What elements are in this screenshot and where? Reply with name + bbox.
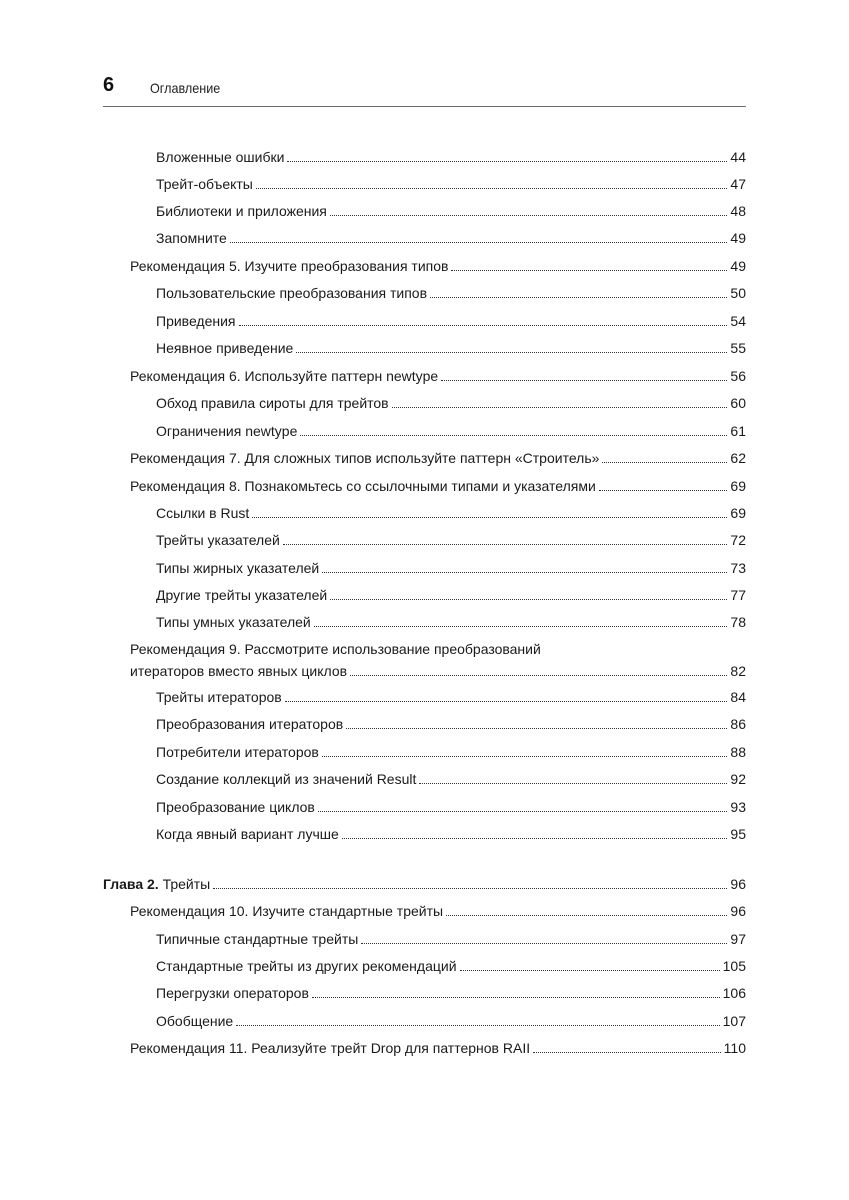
dot-leader (239, 325, 728, 326)
toc-entry-title: Создание коллекций из значений Result (156, 771, 417, 787)
toc-entry-page: 56 (730, 368, 746, 384)
dot-leader (283, 544, 728, 545)
toc-entry-page: 92 (730, 771, 746, 787)
toc-entry-page: 105 (722, 958, 746, 974)
toc-entry[interactable] (156, 614, 746, 631)
toc-entry-title: Вложенные ошибки (156, 149, 285, 165)
dot-leader (350, 675, 727, 676)
toc-entry[interactable] (156, 826, 746, 843)
dot-leader (322, 572, 727, 573)
dot-leader (330, 215, 728, 216)
dot-leader (318, 811, 728, 812)
dot-leader (446, 915, 727, 916)
toc-entry-page: 95 (730, 826, 746, 842)
toc-entry[interactable] (130, 903, 746, 920)
toc-entry-title: Типы жирных указателей (156, 560, 320, 576)
toc-entry-title: Трейты итераторов (156, 689, 282, 705)
toc-entry-page: 61 (730, 423, 746, 439)
toc-entry[interactable] (156, 505, 746, 522)
toc-entry-page: 60 (730, 395, 746, 411)
toc-entry[interactable] (156, 176, 746, 193)
toc-entry-page: 82 (730, 663, 746, 679)
dot-leader (430, 297, 727, 298)
dot-leader (342, 838, 728, 839)
toc-entry-title: Рекомендация 6. Используйте паттерн newtype (130, 368, 439, 384)
toc-entry-title: Рекомендация 9. Рассмотрите использование преобразований (130, 641, 541, 657)
toc-entry-title: Ссылки в Rust (156, 505, 250, 521)
toc-entry[interactable] (156, 203, 746, 220)
dot-leader (419, 783, 727, 784)
dot-leader (300, 435, 727, 436)
toc-entry[interactable] (156, 958, 746, 975)
chapter-number: Глава 2. (103, 876, 159, 892)
dot-leader (256, 188, 728, 189)
toc-entry-title-continued: итераторов вместо явных циклов (130, 663, 348, 679)
dot-leader (285, 701, 728, 702)
toc-entry-title: Типы умных указателей (156, 614, 311, 630)
dot-leader (361, 943, 727, 944)
toc-entry-page: 77 (730, 587, 746, 603)
toc-chapter-entry[interactable] (103, 876, 746, 893)
toc-entry[interactable] (156, 799, 746, 816)
dot-leader (441, 380, 727, 381)
toc-entry-title: Рекомендация 8. Познакомьтесь со ссылочными типами и указателями (130, 478, 596, 494)
toc-entry[interactable] (156, 149, 746, 166)
toc-entry-page: 73 (730, 560, 746, 576)
toc-entry-title: Рекомендация 5. Изучите преобразования типов (130, 258, 449, 274)
page-header (103, 74, 746, 107)
toc-entry[interactable] (156, 313, 746, 330)
toc-entry[interactable] (156, 931, 746, 948)
dot-leader (213, 888, 727, 889)
dot-leader (533, 1052, 721, 1053)
dot-leader (312, 997, 720, 998)
toc-entry[interactable] (156, 395, 746, 412)
toc-entry-title: Трейт-объекты (156, 176, 253, 192)
dot-leader (451, 270, 727, 271)
toc-entry[interactable] (156, 340, 746, 357)
toc-entry-page: 47 (730, 176, 746, 192)
toc-entry-page: 50 (730, 285, 746, 301)
toc-entry-page: 44 (730, 149, 746, 165)
toc-entry[interactable] (156, 744, 746, 761)
toc-entry[interactable] (156, 560, 746, 577)
toc-entry-page: 106 (722, 985, 746, 1001)
dot-leader (460, 970, 720, 971)
toc-entry-page: 49 (730, 258, 746, 274)
toc-entry-title: Трейты указателей (156, 532, 280, 548)
toc-entry-title: Типичные стандартные трейты (156, 931, 359, 947)
toc-entry-title: Ограничения newtype (156, 423, 298, 439)
toc-entry-page: 69 (730, 478, 746, 494)
toc-entry[interactable] (156, 985, 746, 1002)
dot-leader (322, 756, 728, 757)
toc-entry[interactable] (156, 230, 746, 247)
toc-entry-title: Трейты (162, 876, 211, 892)
toc-entry[interactable] (156, 689, 746, 706)
dot-leader (599, 490, 728, 491)
toc-entry[interactable] (130, 478, 746, 495)
toc-entry-page: 55 (730, 340, 746, 356)
toc-entry[interactable] (130, 1040, 746, 1057)
toc-entry[interactable] (130, 450, 746, 467)
toc-entry-title: Рекомендация 10. Изучите стандартные трейты (130, 903, 444, 919)
toc-entry[interactable] (156, 285, 746, 302)
dot-leader (330, 599, 727, 600)
toc-entry-page: 54 (730, 313, 746, 329)
toc-entry-title: Потребители итераторов (156, 744, 319, 760)
toc-entry[interactable] (156, 1013, 746, 1030)
toc-entry-page: 69 (730, 505, 746, 521)
toc-entry-page: 49 (730, 230, 746, 246)
toc-entry[interactable] (130, 258, 746, 275)
dot-leader (252, 517, 727, 518)
toc-entry-title: Преобразование циклов (156, 799, 315, 815)
dot-leader (602, 462, 727, 463)
page-number: 6 (103, 74, 115, 96)
toc-entry-title: Неявное приведение (156, 340, 294, 356)
toc-entry-title: Другие трейты указателей (156, 587, 328, 603)
toc-entry-page: 88 (730, 744, 746, 760)
toc-entry-title: Библиотеки и приложения (156, 203, 327, 219)
toc-entry[interactable] (156, 532, 746, 549)
toc-entry[interactable] (130, 368, 746, 385)
dot-leader (287, 161, 727, 162)
toc-entry-page: 72 (730, 532, 746, 548)
toc-entry-page: 84 (730, 689, 746, 705)
toc-entry-page: 86 (730, 716, 746, 732)
toc-entry-title: Запомните (156, 230, 227, 246)
toc-entry[interactable] (156, 587, 746, 604)
toc-entry-page: 93 (730, 799, 746, 815)
toc-entry-title: Когда явный вариант лучше (156, 826, 339, 842)
toc-entry-title: Перегрузки операторов (156, 985, 309, 1001)
dot-leader (296, 352, 727, 353)
toc-entry-page: 97 (730, 931, 746, 947)
toc-entry-title: Стандартные трейты из других рекомендаций (156, 958, 457, 974)
toc-entry-page: 107 (722, 1013, 746, 1029)
toc-entry-page: 96 (730, 903, 746, 919)
toc-entry-title: Обход правила сироты для трейтов (156, 395, 389, 411)
toc-entry-title: Обобщение (156, 1013, 234, 1029)
dot-leader (230, 242, 728, 243)
toc-entry-page: 78 (730, 614, 746, 630)
dot-leader (236, 1025, 719, 1026)
dot-leader (346, 728, 727, 729)
dot-leader (392, 407, 728, 408)
toc-entry[interactable] (130, 641, 746, 680)
toc-entry[interactable] (156, 771, 746, 788)
running-title: Оглавление (150, 80, 221, 96)
toc-entry[interactable] (156, 423, 746, 440)
toc-entry-page: 96 (730, 876, 746, 892)
toc-entry-title: Пользовательские преобразования типов (156, 285, 428, 301)
toc-entry[interactable] (156, 716, 746, 733)
toc-entry-title: Рекомендация 11. Реализуйте трейт Drop для паттернов RAII (130, 1040, 531, 1056)
toc-entry-page: 48 (730, 203, 746, 219)
toc-entry-page: 110 (723, 1040, 746, 1056)
toc-entry-title: Рекомендация 7. Для сложных типов используйте паттерн «Строитель» (130, 450, 600, 466)
dot-leader (314, 626, 728, 627)
toc-entry-title: Приведения (156, 313, 236, 329)
toc-entry-page: 62 (730, 450, 746, 466)
toc-entry-title: Преобразования итераторов (156, 716, 344, 732)
